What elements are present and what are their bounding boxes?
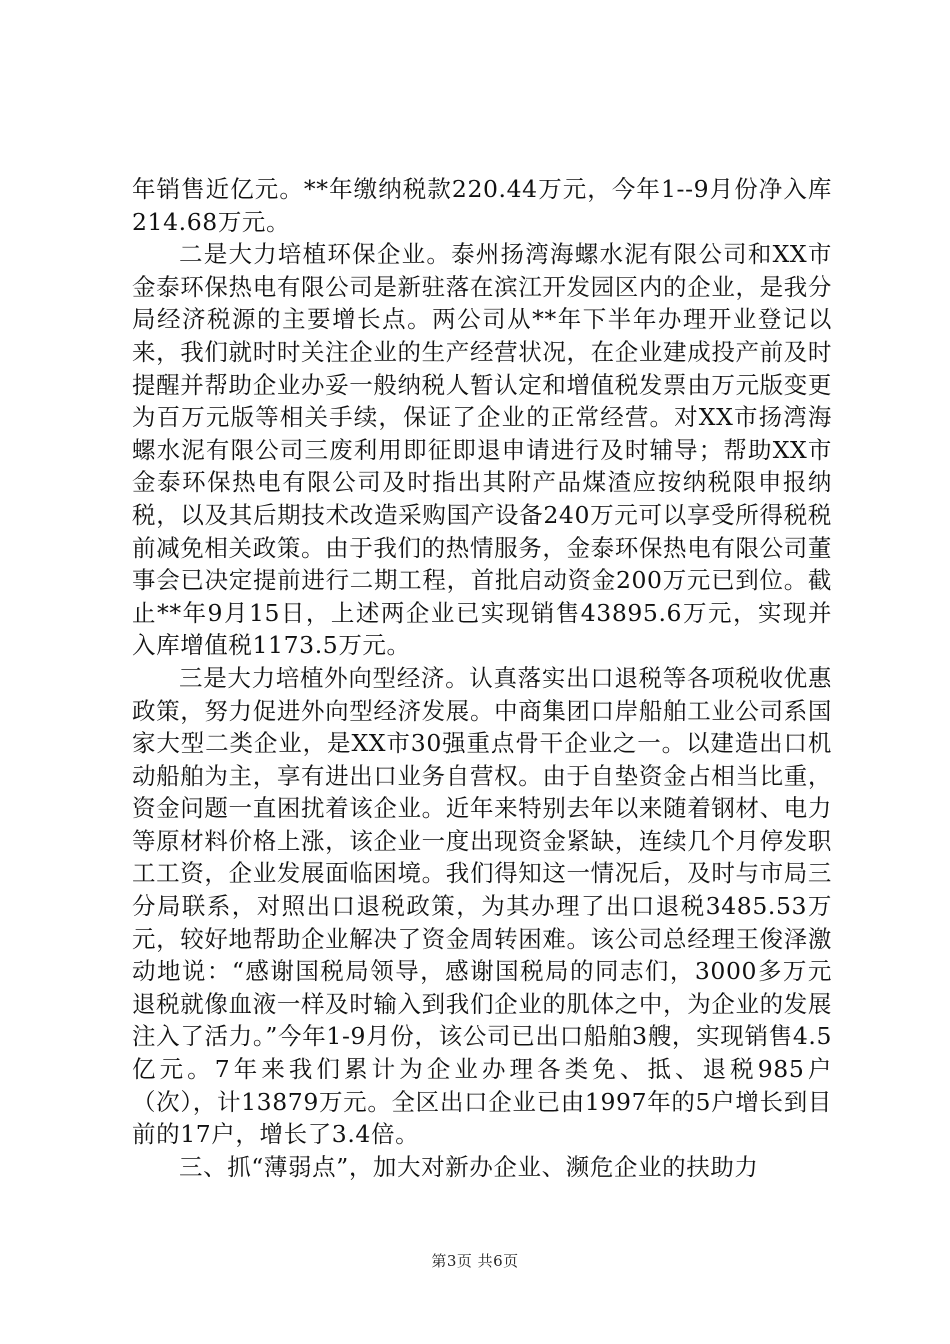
paragraph-4-heading: 三、抓“薄弱点”，加大对新办企业、濒危企业的扶助力 bbox=[179, 1152, 759, 1181]
paragraph-1: 年销售近亿元。**年缴纳税款220.44万元，今年1--9月份净入库214.68万元。 bbox=[132, 175, 832, 236]
document-body bbox=[132, 173, 832, 1183]
paragraph-3: 三是大力培植外向型经济。认真落实出口退税等各项税收优惠政策，努力促进外向型经济发展。中商集团口岸船舶工业公司系国家大型二类企业，是XX市30强重点骨干企业之一。以建造出口机动船舶为主，享有进出口业务自营权。由于自垫资金占相当比重，资金问题一直困扰着该企业。近年来特别去年以来随着钢材、电力等原材料价格上涨，该企业一度出现资金紧缺，连续几个月停发职工工资，企业发展面临困境。我们得知这一情况后，及时与市局三分局联系，对照出口退税政策，为其办理了出口退税3485.53万元，较好地帮助企业解决了资金周转困难。该公司总经理王俊泽激动地说：“感谢国税局领导，感谢国税局的同志们，3000多万元退税就像血液一样及时输入到我们企业的肌体之中，为企业的发展注入了活力。”今年1-9月份，该公司已出口船舶3艘，实现销售4.5亿元。7年来我们累计为企业办理各类免、抵、退税985户（次），计13879万元。全区出口企业已由1997年的5户增长到目前的17户，增长了3.4倍。 bbox=[132, 663, 832, 1149]
page-number-footer: 第3页 共6页 bbox=[431, 1252, 519, 1270]
paragraph-2: 二是大力培植环保企业。泰州扬湾海螺水泥有限公司和XX市金泰环保热电有限公司是新驻落在滨江开发园区内的企业，是我分局经济税源的主要增长点。两公司从**年下半年办理开业登记以来，我们就时时关注企业的生产经营状况，在企业建成投产前及时提醒并帮助企业办妥一般纳税人暂认定和增值税发票由万元版变更为百万元版等相关手续，保证了企业的正常经营。对XX市扬湾海螺水泥有限公司三废利用即征即退申请进行及时辅导；帮助XX市金泰环保热电有限公司及时指出其附产品煤渣应按纳税限申报纳税，以及其后期技术改造采购国产设备240万元可以享受所得税税前减免相关政策。由于我们的热情服务，金泰环保热电有限公司董事会已决定提前进行二期工程，首批启动资金200万元已到位。截止**年9月15日，上述两企业已实现销售43895.6万元，实现并入库增值税1173.5万元。 bbox=[132, 240, 832, 660]
